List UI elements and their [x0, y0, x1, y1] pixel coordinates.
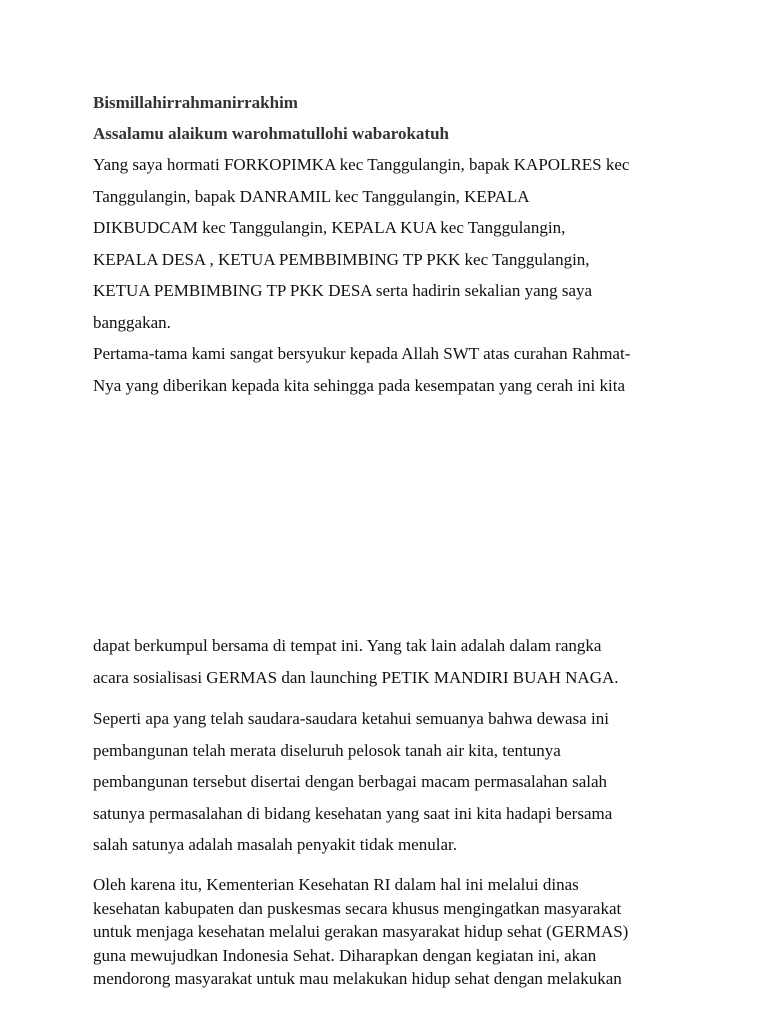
- text-line: Nya yang diberikan kepada kita sehingga pada kesempatan yang cerah ini kita: [93, 375, 625, 395]
- paragraph-germas: [93, 873, 683, 991]
- paragraph-health-issues: [93, 703, 683, 861]
- text-line: Yang saya hormati FORKOPIMKA kec Tanggulangin, bapak KAPOLRES kec: [93, 155, 630, 174]
- greeting-headings: [93, 87, 683, 149]
- opening-heading: Bismillahirrahmanirrakhim: [93, 93, 298, 112]
- text-line: KEPALA DESA , KETUA PEMBBIMBING TP PKK kec Tanggulangin,: [93, 249, 590, 269]
- text-line: KETUA PEMBIMBING TP PKK DESA serta hadirin sekalian yang saya: [93, 281, 593, 300]
- text-line: pembangunan telah merata diseluruh pelosok tanah air kita, tentunya: [93, 740, 561, 760]
- paragraph-salutation: [93, 149, 683, 338]
- paragraph-gratitude-bottom: [93, 630, 683, 693]
- text-line: kesehatan kabupaten dan puskesmas secara khusus mengingatkan masyarakat: [93, 898, 622, 918]
- text-line: Oleh karena itu, Kementerian Kesehatan RI dalam hal ini melalui dinas: [93, 875, 579, 894]
- text-line: acara sosialisasi GERMAS dan launching PETIK MANDIRI BUAH NAGA.: [93, 667, 619, 687]
- text-line: satunya permasalahan di bidang kesehatan yang saat ini kita hadapi bersama: [93, 803, 613, 823]
- text-line: guna mewujudkan Indonesia Sehat. Diharapkan dengan kegiatan ini, akan: [93, 945, 597, 965]
- text-line: Seperti apa yang telah saudara-saudara ketahui semuanya bahwa dewasa ini: [93, 709, 609, 728]
- text-line: dapat berkumpul bersama di tempat ini. Yang tak lain adalah dalam rangka: [93, 636, 602, 655]
- text-line: untuk menjaga kesehatan melalui gerakan masyarakat hidup sehat (GERMAS): [93, 922, 629, 941]
- text-line: banggakan.: [93, 312, 171, 332]
- salam-heading: Assalamu alaikum warohmatullohi wabarokatuh: [93, 124, 449, 143]
- paragraph-gratitude-top: [93, 338, 683, 401]
- text-line: DIKBUDCAM kec Tanggulangin, KEPALA KUA kec Tanggulangin,: [93, 218, 566, 237]
- text-line: salah satunya adalah masalah penyakit tidak menular.: [93, 835, 457, 854]
- text-line: Tanggulangin, bapak DANRAMIL kec Tanggulangin, KEPALA: [93, 186, 530, 206]
- text-line: pembangunan tersebut disertai dengan berbagai macam permasalahan salah: [93, 772, 608, 791]
- text-line: Pertama-tama kami sangat bersyukur kepada Allah SWT atas curahan Rahmat-: [93, 344, 631, 363]
- text-line: mendorong masyarakat untuk mau melakukan hidup sehat dengan melakukan: [93, 969, 622, 988]
